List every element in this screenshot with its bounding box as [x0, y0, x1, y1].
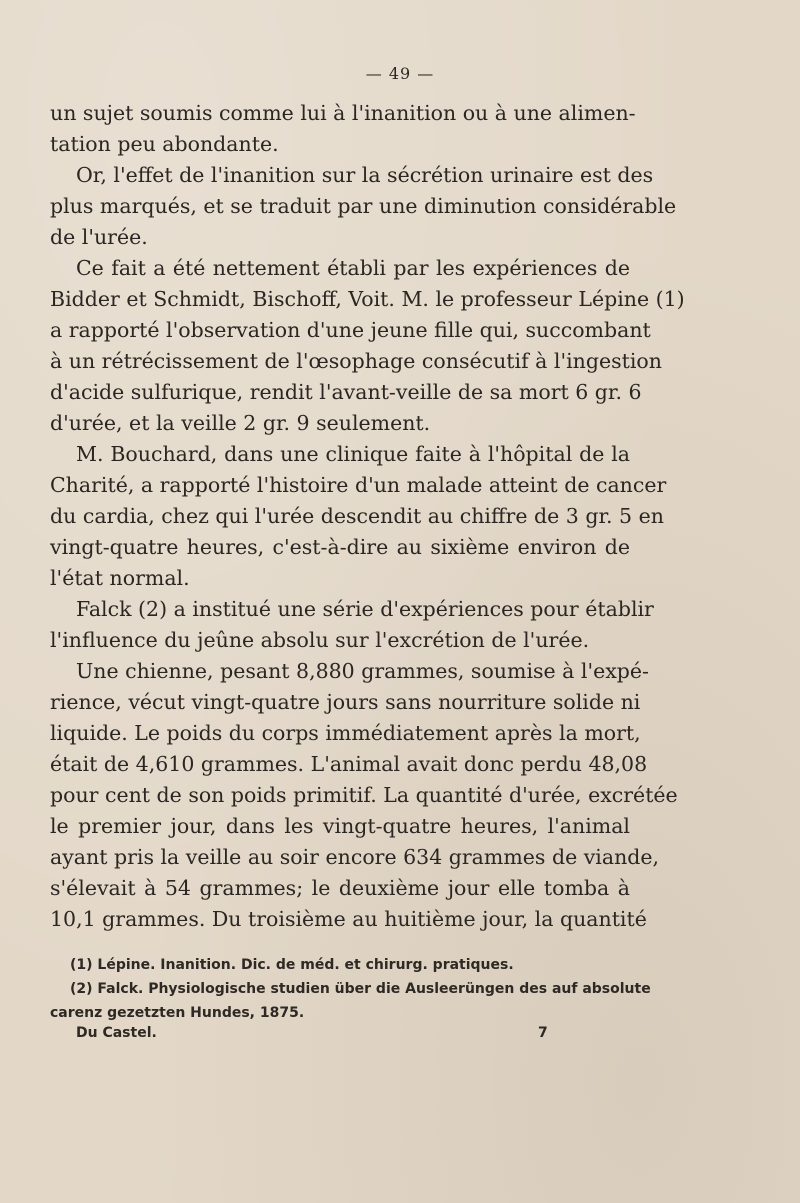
author-signature: Du Castel. [76, 1025, 157, 1041]
sheet-number: 7 [538, 1025, 548, 1041]
footnote-line: carenz gezetzten Hundes, 1875. [50, 1005, 305, 1021]
page-number-header: — 49 — [365, 64, 435, 83]
text-line: le premier jour, dans les vingt-quatre heures, l'animal [50, 814, 630, 838]
text-line: Falck (2) a institué une série d'expériences pour établir [76, 597, 654, 621]
text-line: du cardia, chez qui l'urée descendit au chiffre de 3 gr. 5 en [50, 504, 664, 528]
text-line: l'état normal. [50, 566, 190, 590]
text-line: a rapporté l'observation d'une jeune fille qui, succombant [50, 318, 651, 342]
body-text [50, 98, 685, 935]
text-line: tation peu abondante. [50, 132, 279, 156]
text-line: de l'urée. [50, 225, 148, 249]
text-line: s'élevait à 54 grammes; le deuxième jour elle tomba à [50, 876, 630, 900]
text-line: M. Bouchard, dans une clinique faite à l'hôpital de la [76, 442, 630, 466]
text-line: rience, vécut vingt-quatre jours sans nourriture solide ni [50, 690, 641, 714]
text-line: un sujet soumis comme lui à l'inanition ou à une alimen- [50, 101, 636, 125]
text-line: était de 4,610 grammes. L'animal avait donc perdu 48,08 [50, 752, 648, 776]
text-line: plus marqués, et se traduit par une diminution considérable [50, 194, 677, 218]
footnote-line: (2) Falck. Physiologische studien über die Ausleerüngen des auf absolute [70, 981, 651, 997]
text-line: pour cent de son poids primitif. La quantité d'urée, excrétée [50, 783, 678, 807]
text-line: vingt-quatre heures, c'est-à-dire au sixième environ de [50, 535, 630, 559]
text-line: Bidder et Schmidt, Bischoff, Voit. M. le professeur Lépine (1) [50, 287, 685, 311]
text-line: à un rétrécissement de l'œsophage consécutif à l'ingestion [50, 349, 662, 373]
text-line: liquide. Le poids du corps immédiatement après la mort, [50, 721, 641, 745]
text-line: l'influence du jeûne absolu sur l'excrétion de l'urée. [50, 628, 590, 652]
text-line: ayant pris la veille au soir encore 634 grammes de viande, [50, 845, 660, 869]
text-line: 10,1 grammes. Du troisième au huitième jour, la quantité [50, 907, 647, 931]
text-line: Charité, a rapporté l'histoire d'un malade atteint de cancer [50, 473, 667, 497]
text-line: Or, l'effet de l'inanition sur la sécrétion urinaire est des [76, 163, 654, 187]
text-line: Une chienne, pesant 8,880 grammes, soumise à l'expé- [76, 659, 649, 683]
footnote-line: (1) Lépine. Inanition. Dic. de méd. et chirurg. pratiques. [70, 957, 514, 973]
text-line: Ce fait a été nettement établi par les expériences de [76, 256, 630, 280]
footnotes [50, 953, 651, 1025]
text-line: d'acide sulfurique, rendit l'avant-veille de sa mort 6 gr. 6 [50, 380, 642, 404]
text-line: d'urée, et la veille 2 gr. 9 seulement. [50, 411, 431, 435]
